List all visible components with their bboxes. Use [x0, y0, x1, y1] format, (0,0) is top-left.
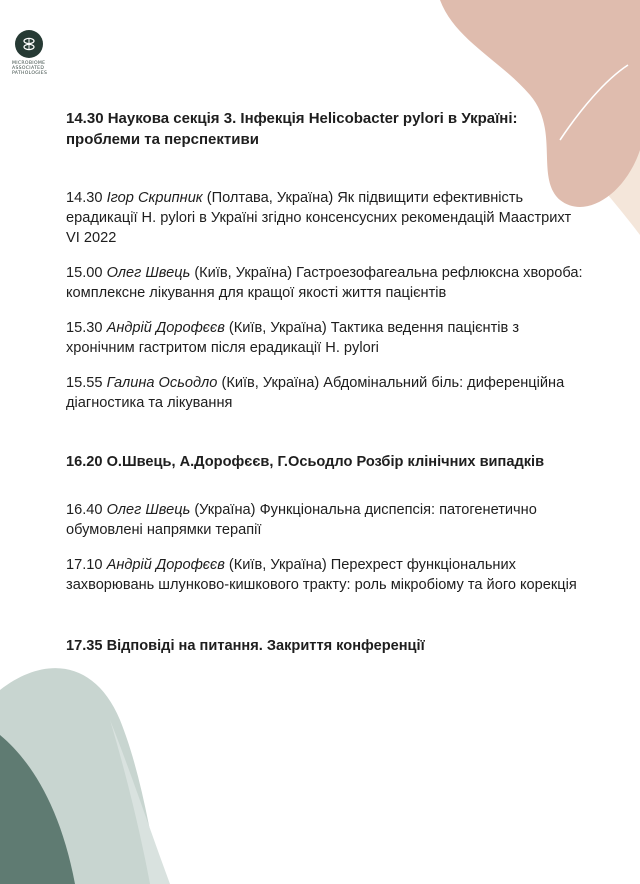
speaker-place: (Київ, Україна): [221, 375, 320, 391]
talk-item: [66, 500, 586, 540]
talk-time: 15.00: [66, 265, 103, 281]
speaker-name: Андрій Дорофєєв: [106, 557, 225, 573]
talk-time: 14.30: [66, 190, 103, 206]
speaker-name: Олег Швець: [106, 265, 191, 281]
speaker-place: (Полтава, Україна): [206, 190, 334, 206]
closing-line: 17.35 Відповіді на питання. Закриття конференції: [66, 638, 425, 654]
talk-topic: Гастроезофагеальна рефлюксна хвороба: комплексне лікування для кращої якості життя пацієнтів: [66, 265, 583, 301]
logo-line-3: PATHOLOGIES: [12, 71, 48, 77]
talk-item: [66, 318, 586, 358]
speaker-place: (Київ, Україна): [194, 265, 293, 281]
talk-topic: Тактика ведення пацієнтів з хронічним гастритом після ерадикації H. pylori: [66, 320, 520, 356]
talk-topic: Перехрест функціональних захворювань шлунково-кишкового тракту: роль мікробіому та його корекція: [66, 557, 577, 593]
talk-item: [66, 373, 586, 413]
talk-topic: Функціональна диспепсія: патогенетично обумовлені напрямки терапії: [66, 502, 537, 538]
talk-time: 17.10: [66, 557, 103, 573]
case-review-line: 16.20 О.Швець, А.Дорофєєв, Г.Осьодло Розбір клінічних випадків: [66, 454, 545, 470]
speaker-name: Галина Осьодло: [106, 375, 218, 391]
talk-time: 16.40: [66, 502, 103, 518]
logo-icon: [15, 30, 43, 58]
talk-item: [66, 263, 586, 303]
talk-item: [66, 555, 586, 595]
speaker-name: Андрій Дорофєєв: [106, 320, 225, 336]
program-content: [66, 108, 586, 656]
logo-text: [12, 61, 47, 77]
section-title: 14.30 Наукова секція 3. Інфекція Helicobacter pylori в Україні: проблеми та перспективи: [66, 110, 518, 148]
talk-item: [66, 188, 586, 248]
talk-topic: Абдомінальний біль: диференційна діагностика та лікування: [66, 375, 565, 411]
speaker-place: (Україна): [194, 502, 256, 518]
speaker-name: Ігор Скрипник: [106, 190, 203, 206]
talk-topic: Як підвищити ефективність ерадикації H. pylori в Україні згідно консенсусних рекомендацій Маастрихт VI 2022: [66, 190, 572, 246]
talk-time: 15.30: [66, 320, 103, 336]
logo-line-1: MICROBIOME: [12, 61, 46, 66]
speaker-name: Олег Швець: [106, 502, 191, 518]
speaker-place: (Київ, Україна): [228, 557, 327, 573]
logo-line-2: ASSOCIATED: [12, 66, 45, 72]
talk-time: 15.55: [66, 375, 103, 391]
speaker-place: (Київ, Україна): [228, 320, 327, 336]
logo: [12, 30, 47, 77]
